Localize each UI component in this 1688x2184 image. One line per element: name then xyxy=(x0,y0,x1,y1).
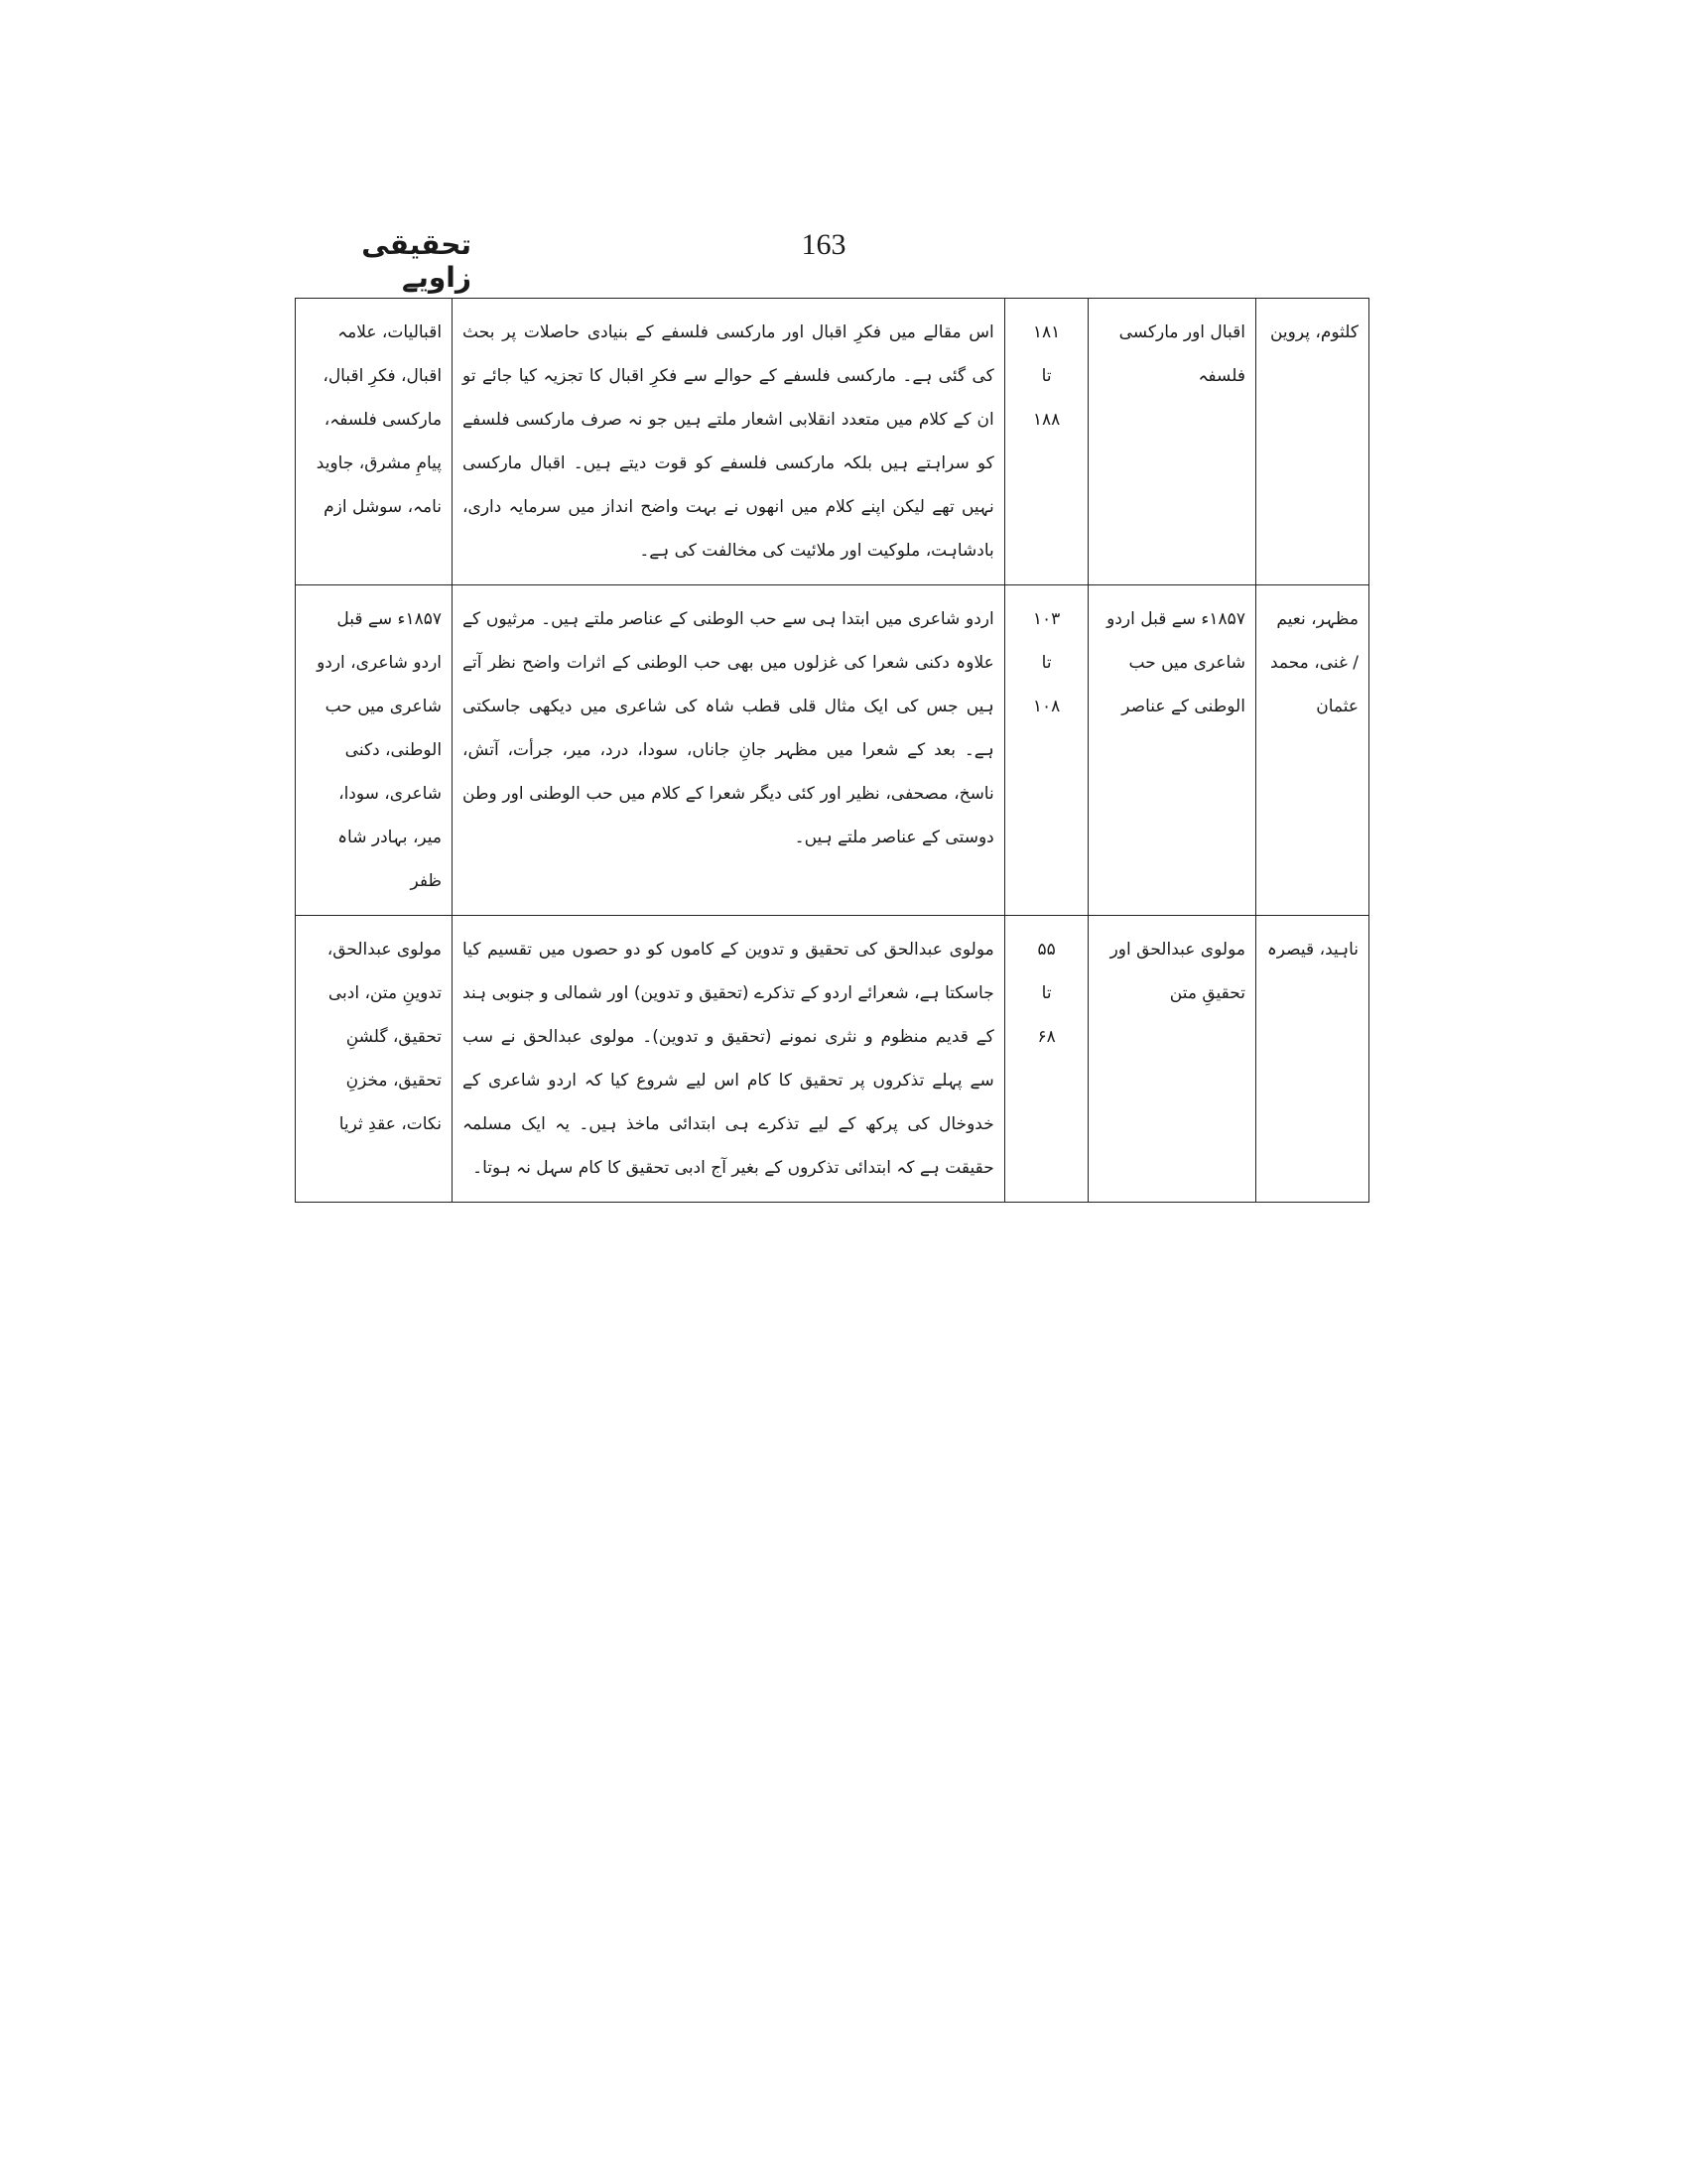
page-number: 163 xyxy=(801,228,846,261)
summary-cell: اس مقالے میں فکرِ اقبال اور مارکسی فلسفے کے بنیادی حاصلات پر بحث کی گئی ہے۔ مارکسی فلسفے کے حوالے سے فکرِ اقبال کا تجزیہ کیا جائے تو ان کے کلام میں متعدد انقلابی اشعار ملتے ہیں جو نہ صرف مارکسی فلسفے کو سراہتے ہیں بلکہ مارکسی فلسفے کو قوت دیتے ہیں۔ اقبال مارکسی نہیں تھے لیکن اپنے کلام میں انھوں نے بہت واضح انداز میں سرمایہ داری، بادشاہت، ملوکیت اور ملائیت کی مخالفت کی ہے۔ xyxy=(453,299,1005,585)
authors-cell: مظہر، نعیم / غنی، محمد عثمان xyxy=(1255,585,1368,916)
pages-cell xyxy=(1004,299,1089,585)
pages-cell xyxy=(1004,916,1089,1203)
table-row xyxy=(296,299,1369,585)
authors-cell: ناہید، قیصرہ xyxy=(1255,916,1368,1203)
page-separator: تا xyxy=(1041,983,1052,1003)
table-row xyxy=(296,916,1369,1203)
page-to: ۱۰۸ xyxy=(1032,697,1061,716)
pages-cell xyxy=(1004,585,1089,916)
authors-cell: کلثوم، پروین xyxy=(1255,299,1368,585)
summary-cell: اردو شاعری میں ابتدا ہی سے حب الوطنی کے عناصر ملتے ہیں۔ مرثیوں کے علاوہ دکنی شعرا کی غزلوں میں بھی حب الوطنی کے اثرات واضح نظر آتے ہیں جس کی ایک مثال قلی قطب شاہ کی شاعری میں دیکھی جاسکتی ہے۔ بعد کے شعرا میں مظہر جانِ جاناں، سودا، درد، میر، جرأت، آتش، ناسخ، مصحفی، نظیر اور کئی دیگر شعرا کے کلام میں حب الوطنی اور وطن دوستی کے عناصر ملتے ہیں۔ xyxy=(453,585,1005,916)
page-from: ۱۰۳ xyxy=(1032,609,1061,629)
keywords-cell: ۱۸۵۷ء سے قبل اردو شاعری، اردو شاعری میں حب الوطنی، دکنی شاعری، سودا، میر، بہادر شاہ ظفر xyxy=(296,585,453,916)
keywords-cell: مولوی عبدالحق، تدوینِ متن، ادبی تحقیق، گلشنِ تحقیق، مخزنِ نکات، عقدِ ثریا xyxy=(296,916,453,1203)
abstracts-table xyxy=(295,298,1369,1203)
page-to: ۶۸ xyxy=(1037,1027,1056,1047)
title-cell: ۱۸۵۷ء سے قبل اردو شاعری میں حب الوطنی کے عناصر xyxy=(1089,585,1255,916)
page-separator: تا xyxy=(1041,366,1052,386)
keywords-cell: اقبالیات، علامہ اقبال، فکرِ اقبال، مارکسی فلسفہ، پیامِ مشرق، جاوید نامہ، سوشل ازم xyxy=(296,299,453,585)
page-from: ۵۵ xyxy=(1037,940,1056,960)
summary-cell: مولوی عبدالحق کی تحقیق و تدوین کے کاموں کو دو حصوں میں تقسیم کیا جاسکتا ہے، شعرائے اردو کے تذکرے (تحقیق و تدوین) اور شمالی و جنوبی ہند کے قدیم منظوم و نثری نمونے (تحقیق و تدوین)۔ مولوی عبدالحق نے سب سے پہلے تذکروں پر تحقیق کا کام اس لیے شروع کیا کہ اردو شاعری کے خدوخال کی پرکھ کے لیے تذکرے ہی ابتدائی ماخذ ہیں۔ یہ ایک مسلمہ حقیقت ہے کہ ابتدائی تذکروں کے بغیر آج ادبی تحقیق کا کام سہل نہ ہوتا۔ xyxy=(453,916,1005,1203)
page-separator: تا xyxy=(1041,653,1052,673)
table-row xyxy=(296,585,1369,916)
journal-title: تحقیقی زاویے xyxy=(361,228,471,294)
page-from: ۱۸۱ xyxy=(1032,322,1061,342)
page-to: ۱۸۸ xyxy=(1032,410,1061,430)
title-cell: اقبال اور مارکسی فلسفہ xyxy=(1089,299,1255,585)
title-cell: مولوی عبدالحق اور تحقیقِ متن xyxy=(1089,916,1255,1203)
